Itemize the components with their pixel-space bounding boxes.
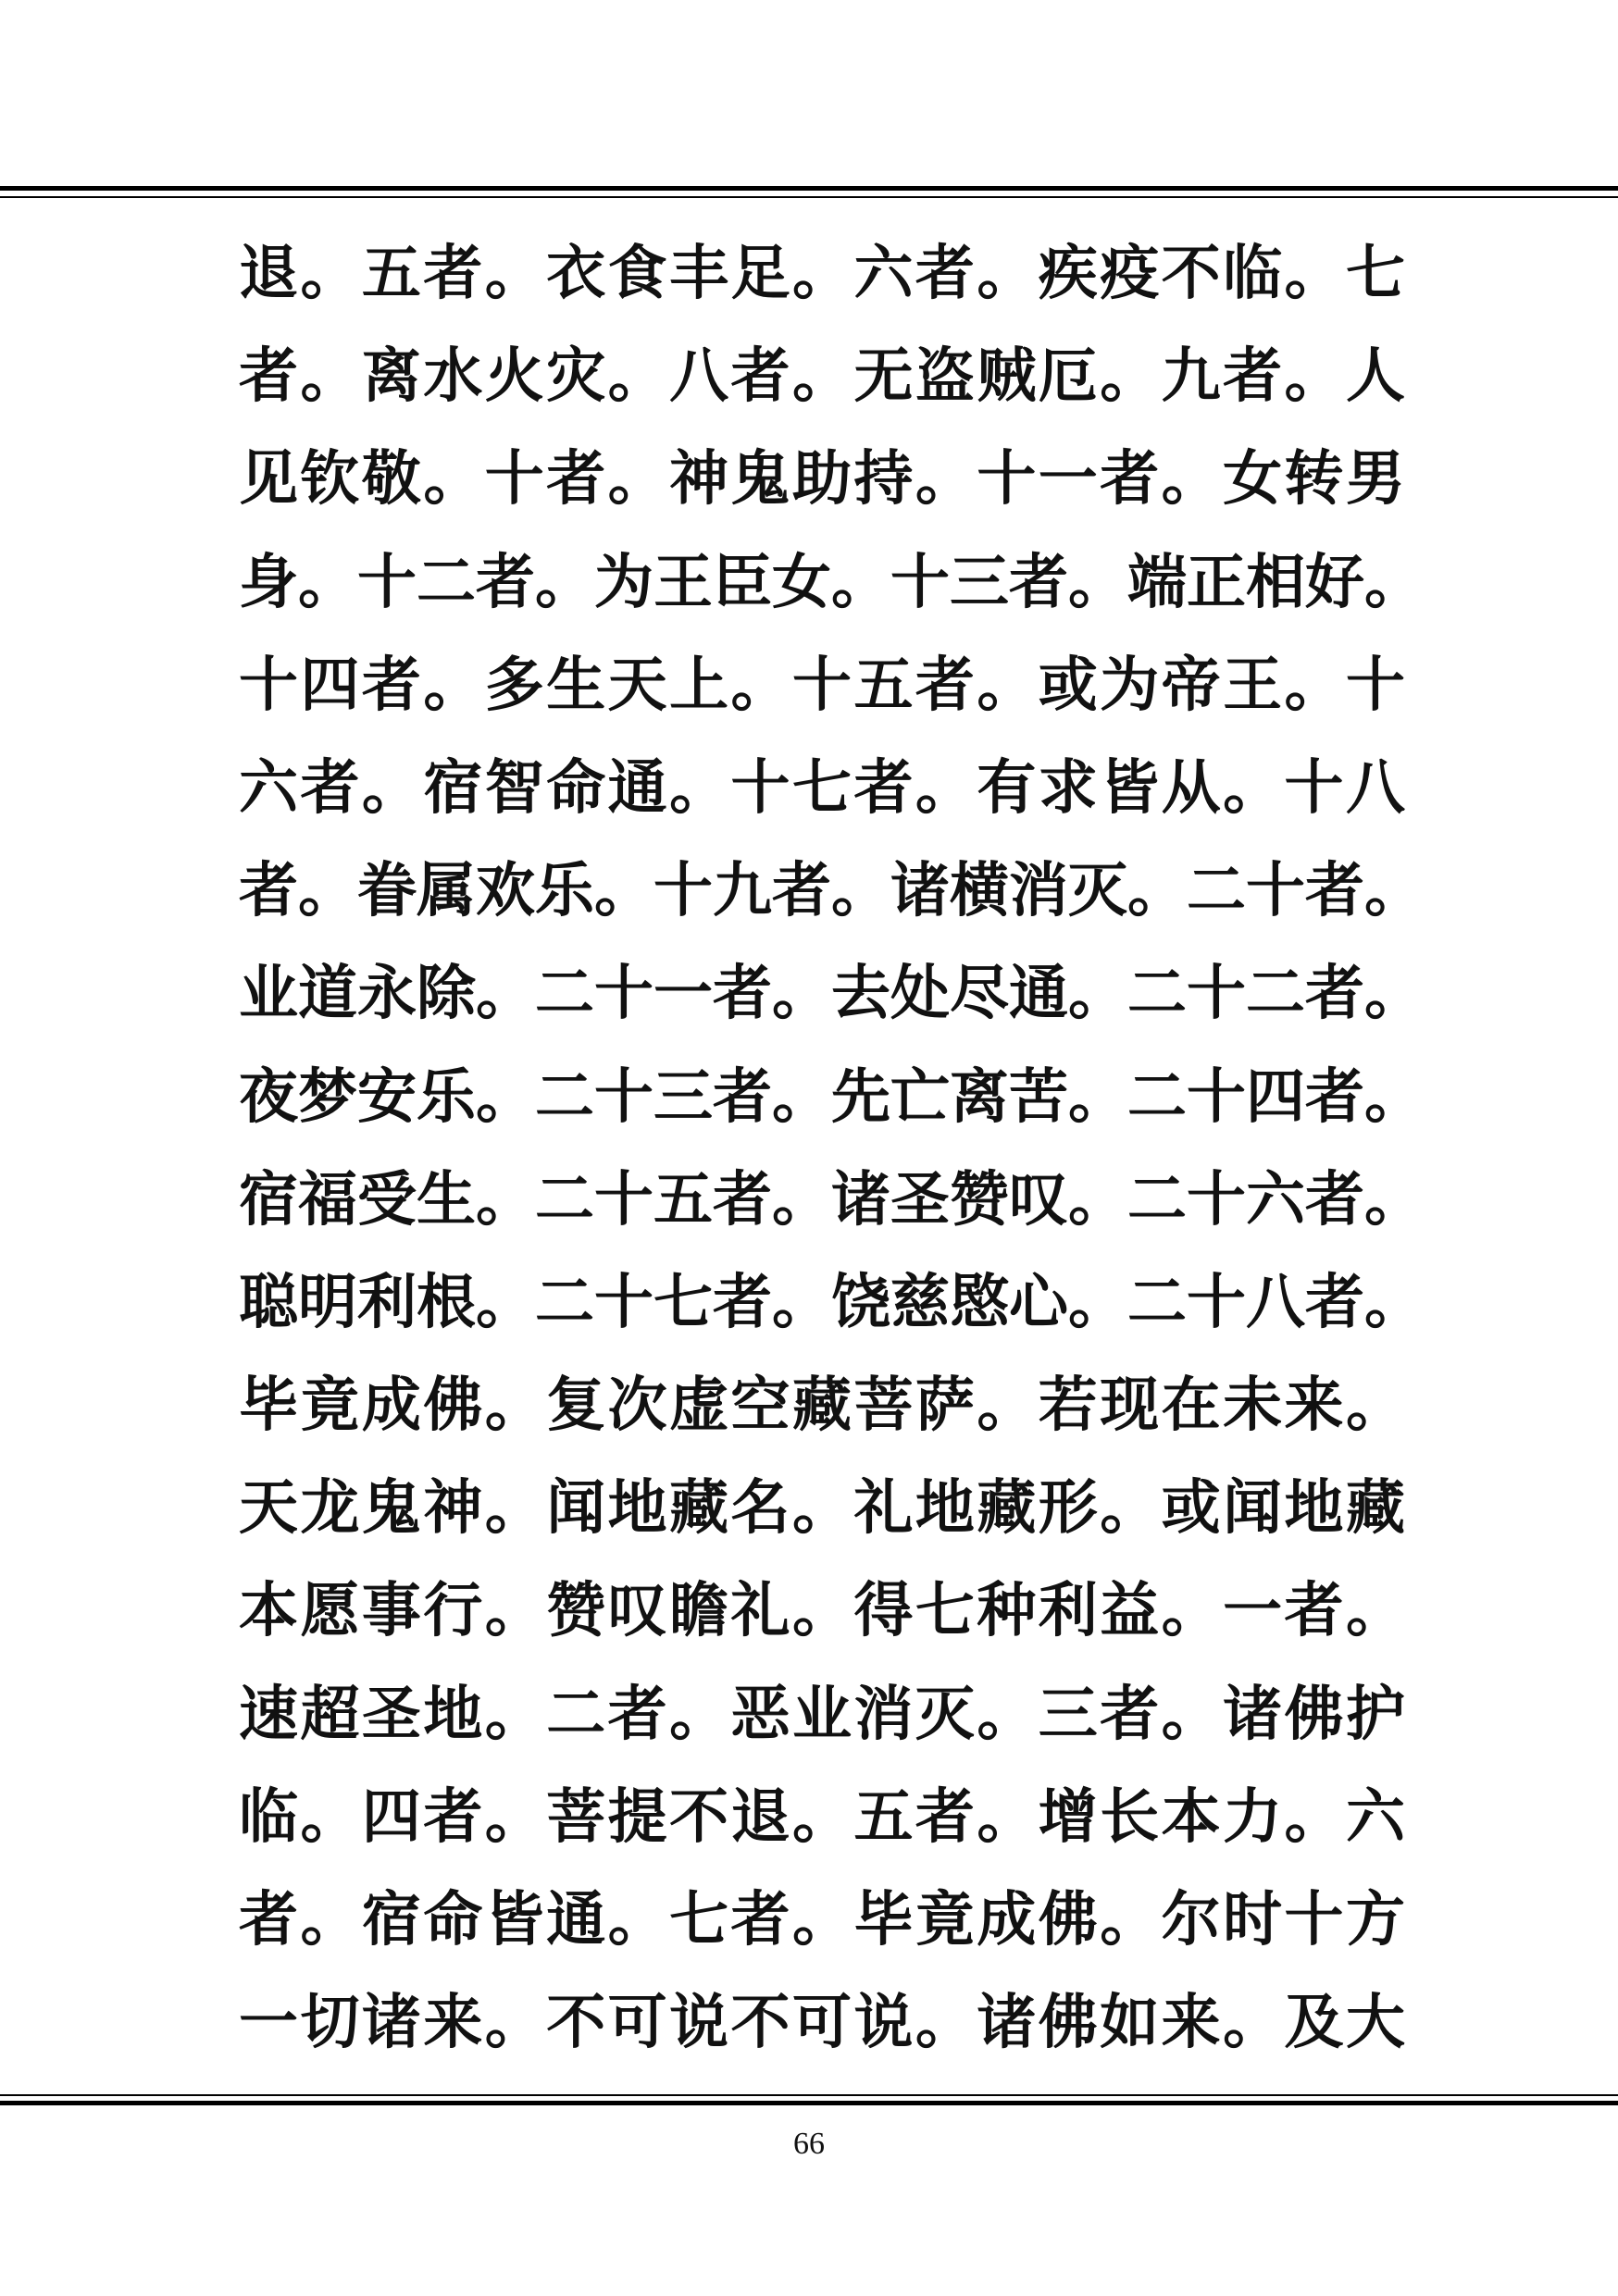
text-line: 退。五者。衣食丰足。六者。疾疫不临。七 — [239, 239, 1405, 308]
text-line: 速超圣地。二者。恶业消灭。三者。诸佛护 — [239, 1679, 1405, 1749]
text-line: 毕竟成佛。复次虚空藏菩萨。若现在未来。 — [239, 1371, 1405, 1441]
text-line: 者。眷属欢乐。十九者。诸横消灭。二十者。 — [239, 856, 1424, 926]
text-line: 者。宿命皆通。七者。毕竟成佛。尔时十方 — [239, 1885, 1405, 1955]
header-rule-thin — [0, 196, 1618, 198]
text-line: 临。四者。菩提不退。五者。增长本力。六 — [239, 1781, 1405, 1852]
text-line: 一切诸来。不可说不可说。诸佛如来。及大 — [239, 1988, 1405, 2058]
header-rule-thick — [0, 186, 1618, 191]
text-line: 夜梦安乐。二十三者。先亡离苦。二十四者。 — [239, 1061, 1424, 1132]
text-line: 身。十二者。为王臣女。十三者。端正相好。 — [239, 547, 1424, 617]
footer-rule-thick — [0, 2101, 1618, 2105]
text-line: 见钦敬。十者。神鬼助持。十一者。女转男 — [239, 444, 1405, 515]
text-line: 十四者。多生天上。十五者。或为帝王。十 — [239, 650, 1405, 720]
text-line: 聪明利根。二十七者。饶慈愍心。二十八者。 — [239, 1267, 1424, 1337]
page-number: 66 — [793, 2127, 825, 2161]
text-line: 天龙鬼神。闻地藏名。礼地藏形。或闻地藏 — [239, 1473, 1405, 1544]
footer-rule-thin — [0, 2094, 1618, 2096]
text-line: 业道永除。二十一者。去处尽通。二十二者。 — [239, 959, 1424, 1029]
body-text — [239, 222, 1424, 2074]
text-line: 宿福受生。二十五者。诸圣赞叹。二十六者。 — [239, 1164, 1424, 1235]
text-line: 六者。宿智命通。十七者。有求皆从。十八 — [239, 752, 1405, 823]
text-line: 者。离水火灾。八者。无盗贼厄。九者。人 — [239, 341, 1405, 412]
text-line: 本愿事行。赞叹瞻礼。得七种利益。一者。 — [239, 1576, 1405, 1646]
